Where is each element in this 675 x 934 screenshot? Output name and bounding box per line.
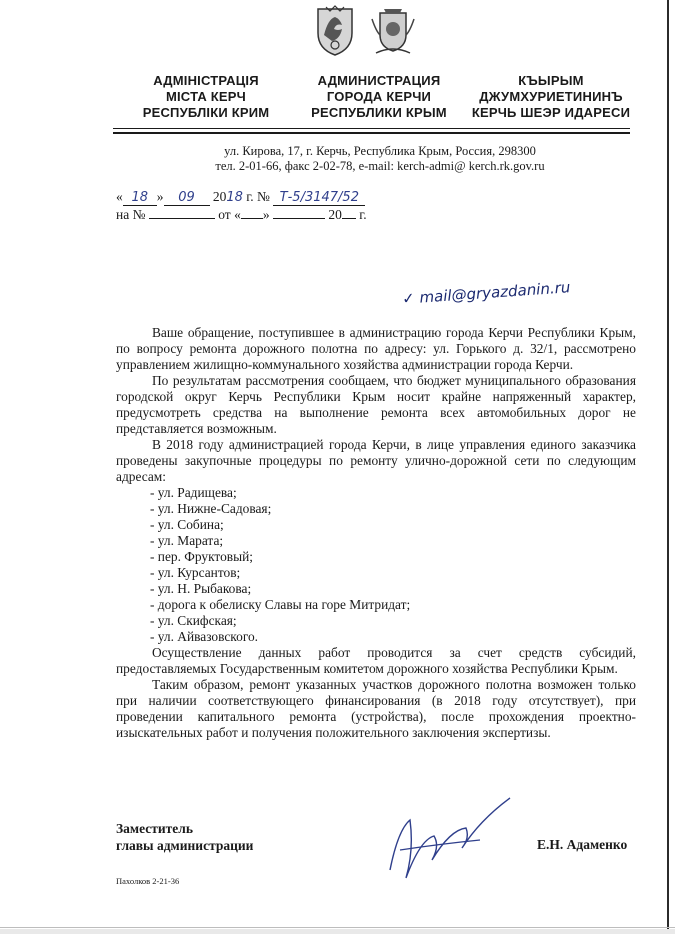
paragraph: По результатам рассмотрения сообщаем, что бюджет муниципального образования городской округ Керчь Республики Крым носит крайне напряженный характер, предусмотреть средства на выполнение ремонта всех автомобильных дорог не представляется возможным. [116, 373, 636, 436]
list-item: - ул. Собина; [150, 517, 224, 532]
signer-title-line: главы администрации [116, 838, 254, 853]
agency-line: МІСТА КЕРЧ [165, 89, 247, 104]
date-day: 18 [123, 191, 157, 206]
year-prefix: 20 [212, 189, 227, 204]
contact-line: тел. 2-01-66, факс 2-02-78, e-mail: kerch-admi@ kerch.rk.gov.ru [215, 159, 545, 173]
agency-line: АДМИНИСТРАЦИЯ [317, 73, 441, 88]
ref-prefix: на № [116, 207, 146, 222]
paragraph: Таким образом, ремонт указанных участков дорожного полотна возможен только при наличии соответствующего финансирования (в 2018 году отсутствует), при проведении капитального ремонта (устройства), после прохождения проектно-изыскательных работ и получения положительного заключения экспертизы. [116, 677, 636, 740]
list-item: - ул. Радищева; [150, 485, 237, 500]
outgoing-registration-line [116, 189, 365, 206]
ref-day-blank [241, 218, 263, 219]
list-item: - ул. Скифская; [150, 613, 237, 628]
header-divider-thin [113, 128, 630, 129]
incoming-reference-line [116, 207, 367, 223]
executor-footer: Пахолков 2-21-36 [116, 876, 180, 886]
signer-title-line: Заместитель [116, 821, 193, 836]
ref-year: 20 [328, 207, 342, 222]
list-item: - ул. Марата; [150, 533, 224, 548]
list-item: - пер. Фруктовый; [150, 549, 254, 564]
ref-month-blank [273, 218, 325, 219]
street-list [116, 485, 636, 645]
date-open-quote: « [116, 189, 123, 204]
signer-title [116, 820, 253, 854]
list-item: - ул. Н. Рыбакова; [150, 581, 252, 596]
paragraph: Осуществление данных работ проводится за счет средств субсидий, предоставляемых Государственным комитетом дорожного хозяйства Республики Крым. [116, 645, 636, 676]
agency-name-ukrainian [126, 73, 286, 121]
year-suffix: 18 [226, 190, 243, 205]
address-line: ул. Кирова, 17, г. Керчь, Республика Крым, Россия, 298300 [224, 144, 536, 158]
agency-line: КЕРЧЬ ШЕЭР ИДАРЕСИ [471, 105, 631, 120]
paragraph: В 2018 году администрацией города Керчи, в лице управления единого заказчика проведены закупочные процедуры по ремонту улично-дорожной сети по следующим адресам: [116, 437, 636, 484]
signer-name: Е.Н. Адаменко [537, 837, 628, 852]
agency-line: РЕСПУБЛИКИ КРЫМ [311, 105, 447, 120]
agency-name-crimean-tatar [466, 73, 636, 121]
date-month: 09 [164, 191, 210, 206]
paragraph: Ваше обращение, поступившее в администрацию города Керчи Республики Крым, по вопросу ремонта дорожного полотна по адресу: ул. Горького д. 32/1, рассмотрено управлением жилищно-коммунального хозяйства администрации города Керчи. [116, 325, 636, 372]
list-item: - ул. Нижне-Садовая; [150, 501, 272, 516]
agency-line: КЪЫРЫМ [518, 73, 584, 88]
crimea-coat-of-arms-icon [312, 5, 358, 57]
header-divider-thick [113, 132, 630, 134]
list-item: - дорога к обелиску Славы на горе Митридат; [150, 597, 411, 612]
ref-number-blank [149, 218, 215, 219]
agency-line: РЕСПУБЛІКИ КРИМ [142, 105, 270, 120]
ref-close-quote: » [262, 207, 270, 222]
list-item: - ул. Айвазовского. [150, 629, 259, 644]
scan-edge-right [667, 0, 669, 934]
agency-line: ДЖУМХУРИЕТИНИНЪ [479, 89, 623, 104]
agency-line: ГОРОДА КЕРЧИ [326, 89, 432, 104]
date-close-quote: » [156, 189, 164, 204]
agency-address [170, 144, 590, 174]
agency-line: АДМІНІСТРАЦІЯ [153, 73, 259, 88]
scan-edge-bottom [0, 927, 675, 928]
ref-from: от « [218, 207, 241, 222]
scan-shadow-bottom [0, 929, 675, 934]
outgoing-number: Т-5/3147/52 [273, 191, 365, 206]
list-item: - ул. Курсантов; [150, 565, 241, 580]
kerch-coat-of-arms-icon [370, 5, 416, 57]
handwritten-email-note: ✓ mail@gryazdanin.ru [401, 278, 571, 308]
agency-name-russian [294, 73, 464, 121]
letter-body [116, 325, 636, 741]
handwritten-signature [370, 790, 520, 890]
year-label: г. № [246, 189, 270, 204]
ref-year-end: г. [359, 207, 367, 222]
ref-year-blank [342, 218, 356, 219]
